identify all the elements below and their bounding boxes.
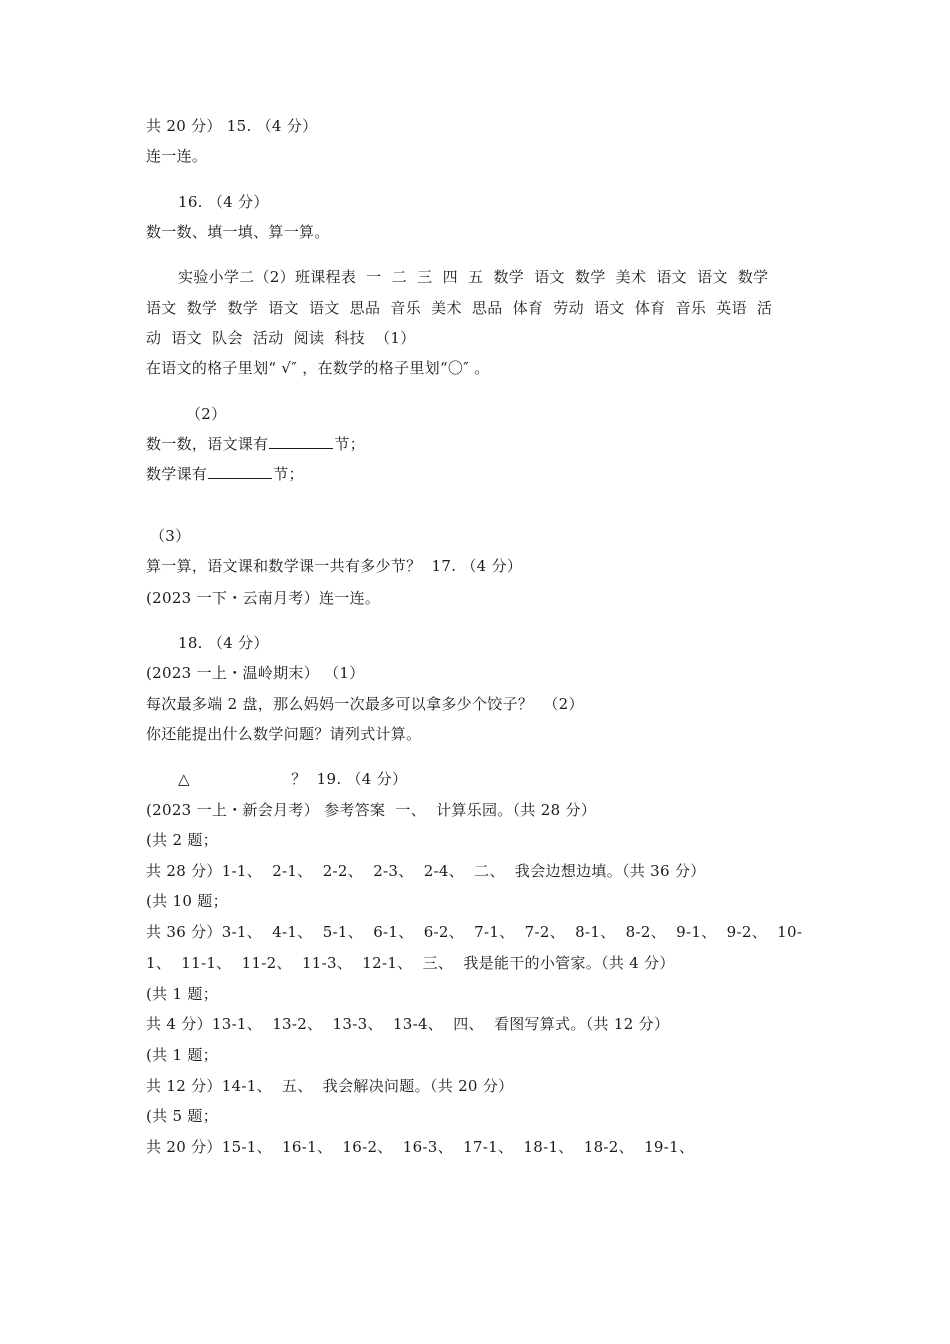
- text-line: (共 10 题；: [146, 892, 228, 910]
- sub-question-label: （3）: [150, 527, 191, 545]
- answer-blank: [208, 464, 272, 479]
- schedule-text: 实验小学二（2）班课程表 一 二 三 四 五 数学 语文 数学 美术 语文 语文 数学: [178, 268, 769, 286]
- text-line: 你还能提出什么数学问题？请列式计算。: [146, 725, 422, 743]
- text-line: (2023 一下・云南月考）连一连。: [146, 589, 381, 607]
- question-heading: 18. （4 分）: [178, 634, 269, 652]
- fill-blank-line: [146, 464, 304, 484]
- text-line: 共 20 分） 15. （4 分）: [146, 117, 318, 135]
- question-heading: 16. （4 分）: [178, 193, 269, 211]
- fill-blank-suffix: 节；: [334, 435, 366, 453]
- text-line: 共 28 分）1-1、 2-1、 2-2、 2-3、 2-4、 二、 我会边想边填。（共 36 分）: [146, 862, 706, 880]
- answer-key-heading: (2023 一上・新会月考） 参考答案 一、 计算乐园。（共 28 分）: [146, 801, 597, 819]
- fill-blank-suffix: 节；: [273, 465, 304, 483]
- text-line: (共 1 题；: [146, 985, 219, 1003]
- text-line: 数一数、填一填、算一算。: [146, 223, 330, 241]
- text-line: (共 2 题；: [146, 831, 219, 849]
- text-line: (2023 一上・温岭期末） （1）: [146, 664, 365, 682]
- answer-blank: [269, 434, 333, 449]
- schedule-text: 语文 数学 数学 语文 语文 思品 音乐 美术 思品 体育 劳动 语文 体育 音乐 英语 活: [146, 299, 773, 317]
- text-line: 在语文的格子里划“ √″ ，在数学的格子里划“〇″ 。: [146, 359, 490, 377]
- text-line: 共 4 分）13-1、 13-2、 13-3、 13-4、 四、 看图写算式。（共 12 分）: [146, 1015, 670, 1033]
- text-line: 每次最多端 2 盘，那么妈妈一次最多可以拿多少个饺子？ （2）: [146, 695, 584, 713]
- text-line: (共 1 题；: [146, 1046, 219, 1064]
- fill-blank-prefix: 数一数，语文课有: [146, 435, 269, 453]
- schedule-text: 动 语文 队会 活动 阅读 科技 （1）: [146, 329, 416, 347]
- text-line: 1、 11-1、 11-2、 11-3、 12-1、 三、 我是能干的小管家。（共 4 分）: [146, 954, 675, 972]
- text-line: 算一算，语文课和数学课一共有多少节？ 17. （4 分）: [146, 557, 523, 575]
- fill-blank-line: [146, 434, 365, 454]
- text-line: (共 5 题；: [146, 1107, 219, 1125]
- text-line: 共 20 分）15-1、 16-1、 16-2、 16-3、 17-1、 18-1、 18-2、 19-1、: [146, 1138, 695, 1156]
- sub-question-label: （2）: [186, 405, 227, 423]
- fill-blank-prefix: 数学课有: [146, 465, 208, 483]
- text-line: 共 36 分）3-1、 4-1、 5-1、 6-1、 6-2、 7-1、 7-2、 8-1、 8-2、 9-1、 9-2、 10-: [146, 923, 803, 941]
- text-line: 共 12 分）14-1、 五、 我会解决问题。（共 20 分）: [146, 1077, 514, 1095]
- text-line: △ ？ 19. （4 分）: [178, 770, 408, 788]
- text-line: 连一连。: [146, 147, 208, 165]
